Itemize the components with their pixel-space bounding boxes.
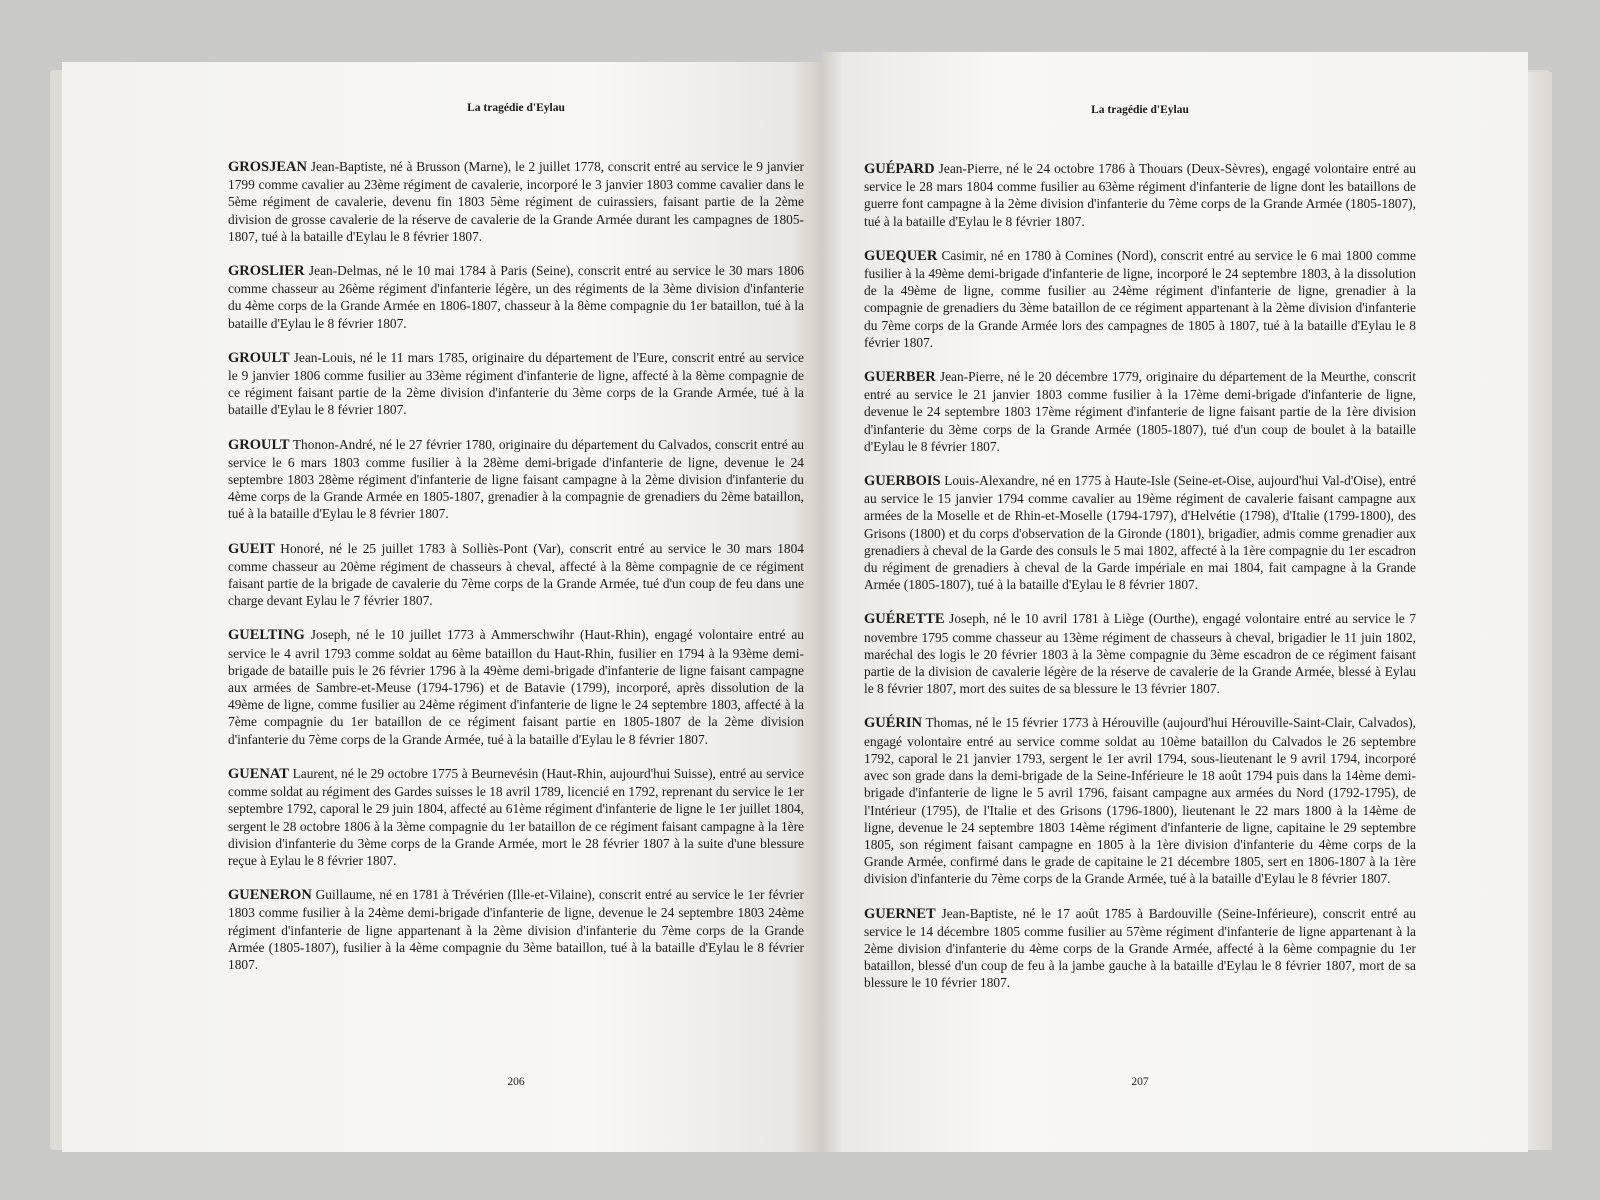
entry-text: Jean-Pierre, né le 20 décembre 1779, originaire du département de la Meurthe, conscrit entré au service le 21 janvier 1803 comme fusilier à la 17ème demi-brigade d'infanterie de ligne, devenue le 24 septembre 1803 17ème régiment d'infanterie de ligne faisant partie de la 1ère division d'infanterie du 3ème corps de la Grande Armée (1805-1807), tué d'un coup de boulet à la bataille d'Eylau le 8 février 1807. xyxy=(864,369,1416,454)
biography-entry xyxy=(864,368,1416,455)
biography-entry xyxy=(864,472,1416,593)
entry-surname: GUELTING xyxy=(228,627,305,644)
entry-text: Joseph, né le 10 juillet 1773 à Ammerschwihr (Haut-Rhin), engagé volontaire entré au service le 4 avril 1793 comme soldat au 6ème bataillon du Haut-Rhin, fusilier en 1794 à la 93ème demi-brigade de bataille puis le 26 février 1796 à la 49ème demi-brigade d'infanterie de ligne faisant campagne aux armées de Sambre-et-Meuse (1794-1796) et de Batavie (1799), incorporé, après dissolution de la 49ème de ligne, comme fusilier au 24ème régiment d'infanterie de ligne le 24 septembre 1803, affecté à la 7ème compagnie du 1er bataillon de ce régiment faisant partie en 1805-1807 de la 2ème division d'infanterie du 7ème corps de la Grande Armée, tué à la bataille d'Eylau le 8 février 1807. xyxy=(228,627,804,747)
entry-text: Laurent, né le 29 octobre 1775 à Beurnevésin (Haut-Rhin, aujourd'hui Suisse), entré au service comme soldat au régiment des Gardes suisses le 18 avril 1789, licencié en 1792, reprenant du service le 1er septembre 1792, caporal le 29 juin 1804, affecté au 61ème régiment d'infanterie de ligne le 1er juillet 1804, sergent le 28 octobre 1806 à la 3ème compagnie du 1er bataillon de ce régiment faisant campagne à la 1ère division d'infanterie du 3ème corps de la Grande Armée, mort le 28 février 1807 à la suite d'une blessure reçue à Eylau le 8 février 1807. xyxy=(228,765,804,868)
left-entries xyxy=(228,158,804,973)
entry-surname: GROSLIER xyxy=(228,263,305,280)
entry-text: Thonon-André, né le 27 février 1780, originaire du département du Calvados, conscrit entré au service le 6 mars 1803 comme fusilier à la 28ème demi-brigade d'infanterie de ligne, devenue le 24 septembre 1803 28ème régiment d'infanterie de ligne faisant campagne à la 2ème division d'infanterie du 4ème corps de la Grande Armée en 1805-1807, grenadier à la compagnie de grenadiers du 2ème bataillon, tué à la bataille d'Eylau le 8 février 1807. xyxy=(228,436,804,522)
biography-entry xyxy=(864,247,1416,351)
entry-surname: GUÉRIN xyxy=(864,715,923,732)
biography-entry xyxy=(864,905,1416,992)
biography-entry xyxy=(228,626,804,747)
entry-surname: GROULT xyxy=(228,349,290,366)
entry-surname: GUENAT xyxy=(228,765,289,782)
biography-entry xyxy=(228,540,804,610)
entry-text: Thomas, né le 15 février 1773 à Hérouville (aujourd'hui Hérouville-Saint-Clair, Calvados), engagé volontaire entré au service comme soldat au 10ème bataillon du Calvados le 26 septembre 1792, caporal le 21 janvier 1793, sergent le 1er avril 1794, sous-lieutenant le 9 avril 1794, incorporé avec son grade dans la demi-brigade de la Seine-Inférieure le 18 août 1794 puis dans la 14ème demi-brigade d'infanterie de ligne le 5 avril 1796, faisant campagne aux armées du Nord (1792-1795), de l'Intérieur (1795), de l'Italie et des Grisons (1796-1800), lieutenant le 22 mars 1800 à la 14ème de ligne, devenue le 24 septembre 1803 14ème régiment d'infanterie de ligne, capitaine le 29 septembre 1805, son régiment faisant campagne en 1805 à la 1ère division d'infanterie du 4ème corps de la Grande Armée, confirmé dans le grade de capitaine le 21 décembre 1805, sert en 1806-1807 à la 1ère division d'infanterie du 7ème corps de la Grande Armée, tué à la bataille d'Eylau le 8 février 1807. xyxy=(864,715,1416,887)
page-number-left: 206 xyxy=(507,1076,525,1088)
entry-text: Jean-Baptiste, né le 17 août 1785 à Bardouville (Seine-Inférieure), conscrit entré au service le 14 décembre 1805 comme fusilier au 57ème régiment d'infanterie de ligne appartenant à la 2ème division d'infanterie du 4ème corps de la Grande Armée, affecté à la 6ème compagnie du 1er bataillon, blessé d'un coup de feu à la jambe gauche à la bataille d'Eylau le 8 février 1807, mort de sa blessure le 10 février 1807. xyxy=(864,905,1416,991)
entry-surname: GUERNET xyxy=(864,905,936,922)
entry-surname: GROULT xyxy=(228,436,290,453)
entry-surname: GUENERON xyxy=(228,887,312,904)
entry-text: Jean-Louis, né le 11 mars 1785, originaire du département de l'Eure, conscrit entré au service le 9 janvier 1806 comme fusilier au 33ème régiment d'infanterie de ligne, affecté à la 8ème compagnie de ce régiment faisant partie de la 2ème division d'infanterie du 3ème corps de la Grande Armée, tué à la bataille d'Eylau le 8 février 1807. xyxy=(228,349,804,418)
page-edges xyxy=(1528,72,1552,1150)
running-head-left: La tragédie d'Eylau xyxy=(467,102,565,114)
right-entries xyxy=(864,160,1416,992)
entry-text: Jean-Delmas, né le 10 mai 1784 à Paris (Seine), conscrit entré au service le 30 mars 1806 comme chasseur au 26ème régiment d'infanterie légère, un des régiments de la 3ème division d'infanterie du 4ème corps de la Grande Armée en 1806-1807, chasseur à la 8ème compagnie du 1er bataillon, tué à la bataille d'Eylau le 8 février 1807. xyxy=(228,263,804,331)
biography-entry xyxy=(228,349,804,419)
biography-entry xyxy=(864,610,1416,697)
left-page xyxy=(62,62,822,1152)
entry-surname: GUERBOIS xyxy=(864,473,941,490)
running-head-right: La tragédie d'Eylau xyxy=(1091,104,1189,116)
entry-surname: GUEQUER xyxy=(864,247,938,264)
biography-entry xyxy=(228,436,804,523)
entry-surname: GUÉRETTE xyxy=(864,611,945,628)
entry-surname: GUERBER xyxy=(864,369,936,386)
biography-entry xyxy=(864,160,1416,230)
entry-text: Louis-Alexandre, né en 1775 à Haute-Isle (Seine-et-Oise, aujourd'hui Val-d'Oise), entré au service le 15 janvier 1794 comme cavalier au 19ème régiment de cavalerie faisant campagne aux armées de la Moselle et de Rhin-et-Moselle (1794-1797), d'Helvétie (1798), d'Italie (1799-1800), des Grisons (1800) et du corps d'observation de la Gironde (1801), brigadier, admis comme grenadier aux grenadiers à cheval de la Garde des consuls le 5 mai 1802, affecté à la 1ère compagnie du 1er escadron du régiment de grenadiers à cheval de la Garde impériale en mai 1804, fait campagne à la Grande Armée (1805-1807), tué à la bataille d'Eylau le 8 février 1807. xyxy=(864,473,1416,593)
entry-text: Guillaume, né en 1781 à Trévérien (Ille-et-Vilaine), conscrit entré au service le 1er février 1803 comme fusilier à la 24ème demi-brigade d'infanterie de ligne, devenue le 24 septembre 1803 24ème régiment d'infanterie de ligne appartenant à la 2ème division d'infanterie du 7ème corps de la Grande Armée (1805-1807), fusilier à la 4ème compagnie du 3ème bataillon, tué à la bataille d'Eylau le 8 février 1807. xyxy=(228,887,804,972)
entry-text: Joseph, né le 10 avril 1781 à Liège (Ourthe), engagé volontaire entré au service le 7 novembre 1795 comme chasseur au 13ème régiment de chasseurs à cheval, brigadier le 11 juin 1802, maréchal des logis le 20 février 1803 à la 3ème compagnie du 3ème escadron de ce régiment faisant partie de la division de cavalerie légère de la réserve de cavalerie de la Grande Armée, blessé à Eylau le 8 février 1807, mort des suites de sa blessure le 13 février 1807. xyxy=(864,611,1416,697)
entry-surname: GUÉPARD xyxy=(864,161,935,177)
right-page xyxy=(822,52,1528,1152)
entry-surname: GROSJEAN xyxy=(228,159,307,175)
entry-text: Jean-Baptiste, né à Brusson (Marne), le 2 juillet 1778, conscrit entré au service le 9 janvier 1799 comme cavalier au 23ème régiment de cavalerie, incorporé le 3 janvier 1803 comme cavalier dans le 5ème régiment de cavalerie, devenu fin 1803 5ème régiment de cuirassiers, faisant partie de la 2ème division de grosse cavalerie de la réserve de cavalerie de la Grande Armée durant les campagnes de 1805-1807, tué à la bataille d'Eylau le 8 février 1807. xyxy=(228,159,804,244)
biography-entry xyxy=(228,886,804,973)
page-number-right: 207 xyxy=(1131,1076,1149,1088)
biography-entry xyxy=(228,158,804,245)
entry-surname: GUEIT xyxy=(228,540,275,557)
entry-text: Jean-Pierre, né le 24 octobre 1786 à Thouars (Deux-Sèvres), engagé volontaire entré au service le 28 mars 1804 comme fusilier au 63ème régiment d'infanterie de ligne dont les bataillons de guerre font campagne à la 2ème division d'infanterie du 7ème corps de la Grande Armée (1805-1807), tué à la bataille d'Eylau le 8 février 1807. xyxy=(864,161,1416,229)
entry-text: Honoré, né le 25 juillet 1783 à Solliès-Pont (Var), conscrit entré au service le 30 mars 1804 comme chasseur au 20ème régiment de chasseurs à cheval, affecté à la 8ème compagnie de ce régiment faisant partie de la brigade de cavalerie du 7ème corps de la Grande Armée, tué d'un coup de feu dans une charge devant Eylau le 7 février 1807. xyxy=(228,540,804,609)
biography-entry xyxy=(228,765,804,869)
biography-entry xyxy=(864,714,1416,887)
biography-entry xyxy=(228,262,804,332)
entry-text: Casimir, né en 1780 à Comines (Nord), conscrit entré au service le 6 mai 1800 comme fusilier à la 49ème demi-brigade d'infanterie de ligne, incorporé le 24 septembre 1803, à la dissolution de la 49ème de ligne, comme fusilier au 24ème régiment d'infanterie de ligne, grenadier à la compagnie de grenadiers du 3ème bataillon de ce régiment appartenant à la 2ème division d'infanterie du 7ème corps de la Grande Armée lors des campagnes de 1805 à 1807, tué à la bataille d'Eylau le 8 février 1807. xyxy=(864,247,1416,350)
